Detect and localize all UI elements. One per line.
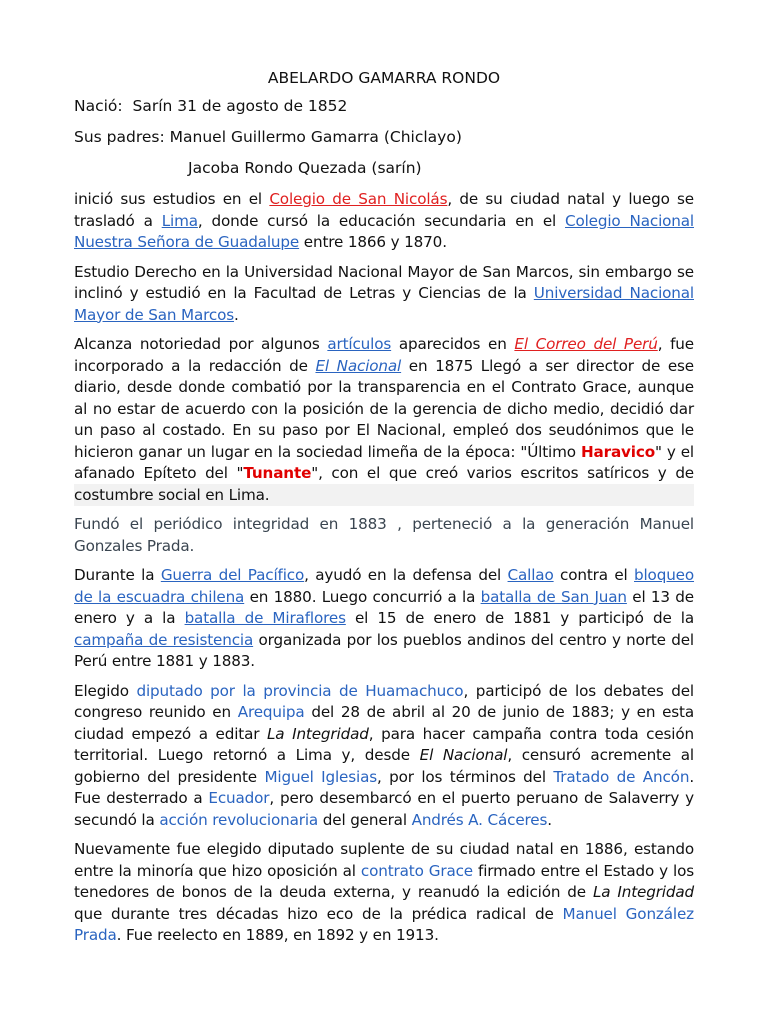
text-run: contra el bbox=[553, 566, 634, 584]
title-el-nacional: El Nacional bbox=[419, 746, 508, 764]
text-run: , ayudó en la defensa del bbox=[304, 566, 508, 584]
mother-line bbox=[74, 158, 694, 178]
text-run: en 1880. Luego concurrió a la bbox=[244, 587, 481, 606]
term-diputado-huamachuco: diputado por la provincia de Huamachuco bbox=[136, 681, 464, 700]
text-run: del 28 de abril al 20 de junio de 1883; y en esta ciudad empezó a editar bbox=[74, 703, 694, 743]
text-run: . Fue desterrado a bbox=[74, 767, 694, 807]
text-run: Alcanza notoriedad por algunos bbox=[74, 335, 328, 353]
link-unmsm[interactable]: Universidad Nacional Mayor de San Marcos bbox=[74, 284, 694, 324]
text-run: del general bbox=[318, 810, 412, 829]
text-run: , de su ciudad natal y luego se trasladó a bbox=[74, 190, 695, 230]
text-run: entre 1866 y 1870. bbox=[299, 233, 447, 251]
text-run: . bbox=[234, 305, 239, 324]
text-run: inició sus estudios en el bbox=[74, 190, 270, 208]
pseudonym-tunante: Tunante bbox=[243, 464, 312, 482]
text-run: " y el afanado Epíteto del " bbox=[74, 442, 694, 482]
text-run: organizada por los pueblos andinos del centro y norte del Perú entre 1881 y 1883. bbox=[74, 630, 694, 670]
term-tratado-ancon: Tratado de Ancón bbox=[553, 767, 690, 786]
text-run: , por los términos del bbox=[377, 767, 554, 786]
paragraph-reelection bbox=[74, 839, 694, 947]
text-run: , censuró acremente al gobierno del presidente bbox=[74, 746, 694, 786]
term-ecuador: Ecuador bbox=[208, 789, 270, 807]
link-el-nacional[interactable]: El Nacional bbox=[315, 356, 402, 375]
page-title: ABELARDO GAMARRA RONDO bbox=[267, 69, 501, 87]
link-lima[interactable]: Lima bbox=[161, 211, 198, 230]
link-bloqueo-escuadra-chilena[interactable]: bloqueo de la escuadra chilena bbox=[74, 566, 695, 606]
link-colegio-guadalupe[interactable]: Colegio Nacional Nuestra Señora de Guadalupe bbox=[74, 211, 694, 251]
text-run: , donde cursó la educación secundaria en el bbox=[197, 211, 566, 230]
text-run: Elegido bbox=[74, 681, 137, 700]
term-contrato-grace: contrato Grace bbox=[360, 861, 474, 880]
term-manuel-gonzalez-prada: Manuel González Prada bbox=[74, 904, 694, 944]
parents-label: Sus padres: bbox=[74, 128, 165, 146]
text-run: . bbox=[547, 810, 552, 829]
term-miguel-iglesias: Miguel Iglesias bbox=[264, 767, 377, 786]
text-run: ", con el que creó varios escritos satíricos y de costumbre social en Lima. bbox=[74, 464, 695, 504]
text-run: el 13 de enero y a la bbox=[74, 587, 694, 627]
birth-line bbox=[74, 96, 694, 116]
mother-name: Jacoba Rondo Quezada (sarín) bbox=[188, 159, 422, 177]
title-la-integridad: La Integridad bbox=[592, 883, 694, 901]
paragraph-deputy bbox=[74, 681, 694, 832]
term-accion-revolucionaria: acción revolucionaria bbox=[159, 810, 319, 829]
text-run: en 1875 Llegó a ser director de ese diario, desde donde combatió por la transparencia en el Contrato Grace, aunque al no estar de acuerdo con la posición de la gerencia de dicho medio, decidió dar un paso al costado. En su paso por El Nacional, empleó dos seudónimos que le hicieron ganar un lugar en la sociedad limeña de la época: "Último bbox=[74, 356, 694, 461]
paragraph-integridad-founding: Fundó el periódico integridad en 1883 , perteneció a la generación Manuel Gonzales Prada. bbox=[74, 515, 694, 555]
text-run: Estudio Derecho en la Universidad Nacional Mayor de San Marcos, sin embargo se inclinó y estudió en la Facultad de Letras y Ciencias de la bbox=[74, 262, 694, 302]
text-run: , participó de los debates del congreso reunido en bbox=[74, 681, 694, 721]
birth-value: Sarín 31 de agosto de 1852 bbox=[132, 97, 348, 115]
text-run: , pero desembarcó en el puerto peruano de Salaverry y secundó la bbox=[74, 789, 694, 829]
link-guerra-del-pacifico[interactable]: Guerra del Pacífico bbox=[160, 566, 305, 584]
text-run: el 15 de enero de 1881 y participó de la bbox=[345, 609, 695, 627]
link-campana-resistencia[interactable]: campaña de resistencia bbox=[74, 630, 254, 649]
link-batalla-san-juan[interactable]: batalla de San Juan bbox=[480, 587, 627, 606]
text-run: , para hacer campaña contra toda cesión territorial. Luego retornó a Lima y, desde bbox=[74, 724, 694, 764]
term-andres-caceres: Andrés A. Cáceres bbox=[411, 810, 548, 829]
paragraph-law-studies bbox=[74, 262, 694, 327]
title-la-integridad: La Integridad bbox=[267, 724, 369, 743]
text-run: Durante la bbox=[74, 566, 161, 584]
pseudonym-haravico: Haravico bbox=[580, 442, 655, 461]
parents-line bbox=[74, 127, 694, 147]
paragraph-war-of-pacific bbox=[74, 565, 694, 673]
link-articulos[interactable]: artículos bbox=[327, 335, 392, 353]
text-run: . Fue reelecto en 1889, en 1892 y en 1913. bbox=[116, 926, 439, 944]
father-name: Manuel Guillermo Gamarra (Chiclayo) bbox=[169, 128, 462, 146]
birth-label: Nació: bbox=[74, 97, 123, 115]
text-run: aparecidos en bbox=[391, 335, 515, 353]
link-el-correo-del-peru[interactable]: El Correo del Perú bbox=[514, 335, 658, 353]
link-callao[interactable]: Callao bbox=[507, 566, 554, 584]
paragraph-journalism bbox=[74, 334, 694, 506]
text-run: firmado entre el Estado y los tenedores de bonos de la deuda externa, y reanudó la edición de bbox=[74, 861, 695, 901]
text-run: , fue incorporado a la redacción de bbox=[74, 335, 694, 375]
link-colegio-san-nicolas[interactable]: Colegio de San Nicolás bbox=[269, 190, 448, 208]
text-run: que durante tres décadas hizo eco de la prédica radical de bbox=[74, 904, 563, 923]
term-arequipa: Arequipa bbox=[237, 703, 305, 721]
link-batalla-miraflores[interactable]: batalla de Miraflores bbox=[184, 609, 346, 627]
paragraph-education bbox=[74, 189, 694, 254]
text-run: Nuevamente fue elegido diputado suplente de su ciudad natal en 1886, estando entre la minoría que hizo oposición al bbox=[74, 840, 694, 880]
